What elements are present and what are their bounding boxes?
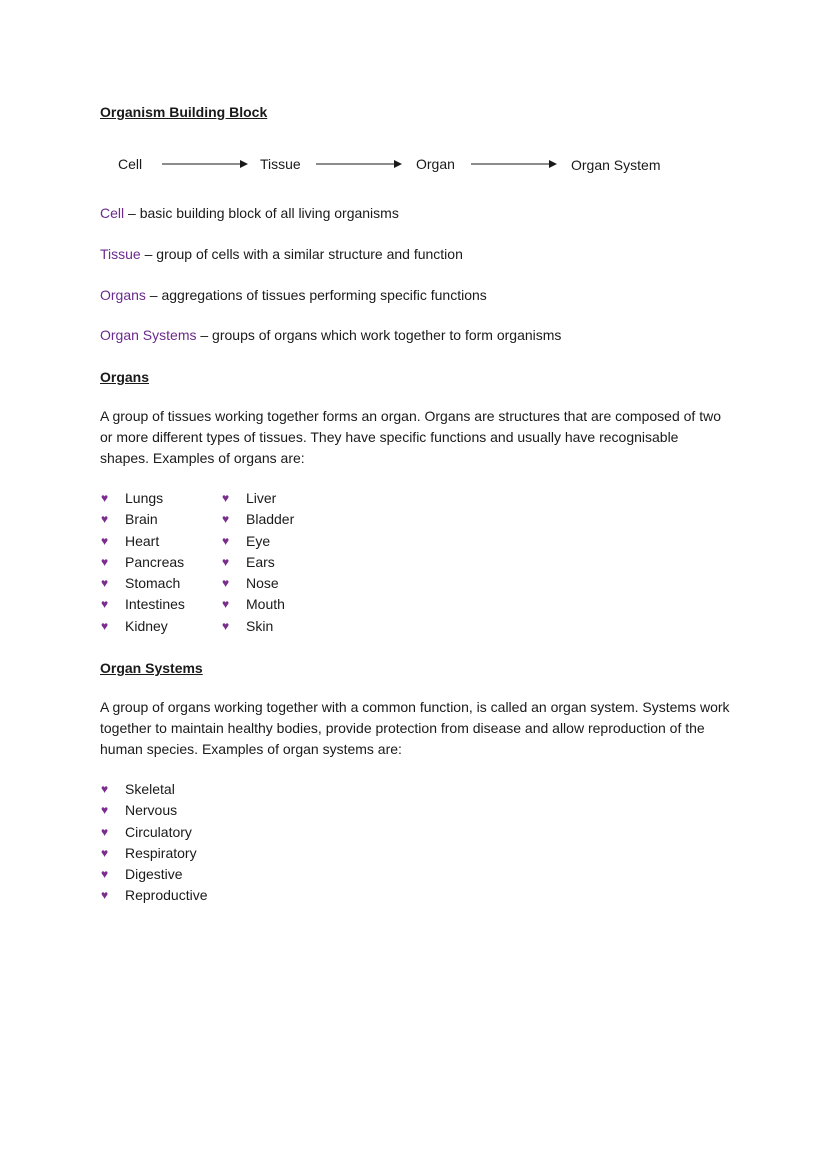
right-arrow-icon <box>162 158 248 170</box>
definition-text: – basic building block of all living organisms <box>124 205 399 221</box>
organisation-flow <box>0 155 828 175</box>
heart-bullet-icon: ♥ <box>222 491 230 505</box>
heart-bullet-icon: ♥ <box>101 491 109 505</box>
list-item: ♥ Intestines <box>100 594 185 615</box>
heart-bullet-icon: ♥ <box>101 803 109 818</box>
definition-text: – aggregations of tissues performing specific functions <box>145 287 487 303</box>
heart-bullet-icon: ♥ <box>101 533 109 548</box>
list-item: ♥ Stomach <box>100 573 185 594</box>
list-item: ♥ Skin <box>221 616 294 637</box>
heart-bullet-icon: ♥ <box>101 845 109 860</box>
heart-bullet-icon: ♥ <box>222 512 230 527</box>
heart-bullet-icon: ♥ <box>101 782 109 796</box>
right-arrow-icon <box>316 158 402 170</box>
definition-term: Organ Systems <box>100 327 197 343</box>
flow-step-organ-system: Organ System <box>571 157 661 173</box>
building-block-heading: Organism Building Block <box>100 104 268 120</box>
heart-bullet-icon: ♥ <box>101 576 109 591</box>
organs-heading: Organs <box>100 369 150 385</box>
list-item: ♥ Eye <box>221 531 294 552</box>
definition-text: – group of cells with a similar structure and function <box>140 246 463 262</box>
list-item: ♥ Nose <box>221 573 294 594</box>
list-item: ♥ Digestive <box>100 864 208 885</box>
heart-bullet-icon: ♥ <box>222 576 230 591</box>
list-item: ♥ Mouth <box>221 594 294 615</box>
organ-systems-paragraph: A group of organs working together with a common function, is called an organ system. Systems work together to maintain healthy bodies, provide protection from disease and allow reproduction of the human species. Examples of organ systems are: <box>100 699 730 757</box>
definition-organs <box>100 286 487 304</box>
heart-bullet-icon: ♥ <box>101 824 109 839</box>
heart-bullet-icon: ♥ <box>101 618 109 633</box>
definition-term: Tissue <box>100 246 141 262</box>
organs-list-column-2 <box>221 488 294 637</box>
flow-step-tissue: Tissue <box>260 156 301 172</box>
organs-paragraph: A group of tissues working together forms an organ. Organs are structures that are composed of two or more different types of tissues. They have specific functions and usually have recognisable shapes. Examples of organs are: <box>100 408 721 466</box>
list-item: ♥ Liver <box>221 488 294 509</box>
organ-systems-list <box>100 779 208 907</box>
list-item: ♥ Ears <box>221 552 294 573</box>
list-item: ♥ Bladder <box>221 509 294 530</box>
heart-bullet-icon: ♥ <box>101 867 109 882</box>
definition-cell <box>100 204 399 222</box>
heart-bullet-icon: ♥ <box>101 554 109 569</box>
right-arrow-icon <box>471 158 557 170</box>
organs-list-column-1 <box>100 488 185 637</box>
list-item: ♥ Respiratory <box>100 843 208 864</box>
heart-bullet-icon: ♥ <box>222 533 230 548</box>
definition-tissue <box>100 245 463 263</box>
flow-step-cell: Cell <box>118 156 143 172</box>
definition-term: Cell <box>100 205 125 221</box>
heart-bullet-icon: ♥ <box>101 597 109 612</box>
heart-bullet-icon: ♥ <box>222 618 230 633</box>
list-item: ♥ Skeletal <box>100 779 208 800</box>
list-item: ♥ Heart <box>100 531 185 552</box>
heart-bullet-icon: ♥ <box>101 512 109 527</box>
heart-bullet-icon: ♥ <box>222 554 230 569</box>
heart-bullet-icon: ♥ <box>101 888 109 903</box>
list-item: ♥ Kidney <box>100 616 185 637</box>
list-item: ♥ Nervous <box>100 800 208 821</box>
definition-term: Organs <box>100 287 146 303</box>
list-item: ♥ Lungs <box>100 488 185 509</box>
list-item: ♥ Pancreas <box>100 552 185 573</box>
list-item: ♥ Reproductive <box>100 885 208 906</box>
heart-bullet-icon: ♥ <box>222 597 230 612</box>
definition-text: – groups of organs which work together to form organisms <box>196 327 562 343</box>
organ-systems-heading: Organ Systems <box>100 660 203 676</box>
list-item: ♥ Brain <box>100 509 185 530</box>
list-item: ♥ Circulatory <box>100 822 208 843</box>
flow-step-organ: Organ <box>416 156 455 172</box>
definition-organ-systems <box>100 326 561 344</box>
